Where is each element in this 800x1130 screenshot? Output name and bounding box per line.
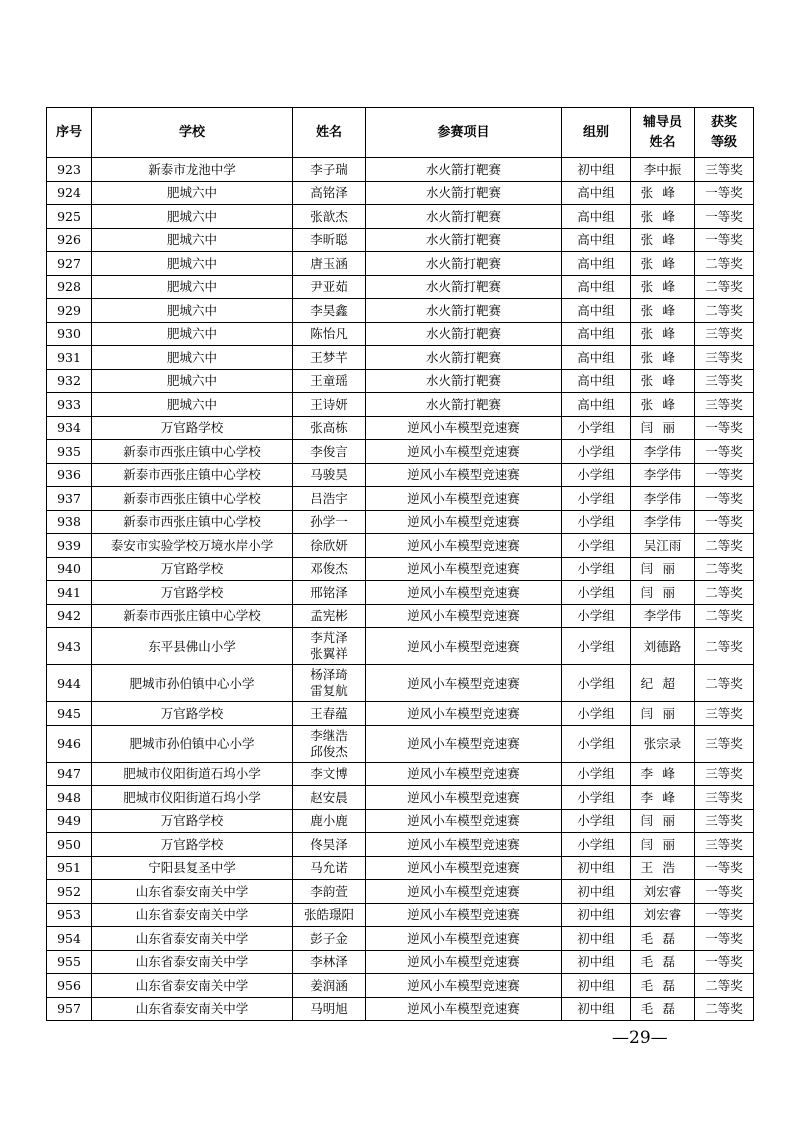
table-row (47, 581, 754, 605)
cell-group: 初中组 (562, 880, 631, 904)
cell-award: 一等奖 (695, 416, 754, 440)
cell-event: 逆风小车模型竞速赛 (366, 440, 562, 464)
cell-seq: 945 (47, 702, 92, 726)
cell-group: 高中组 (562, 275, 631, 299)
cell-name: 尹亚茹 (293, 275, 366, 299)
table-row (47, 510, 754, 534)
cell-school: 肥城六中 (92, 346, 293, 370)
cell-group: 小学组 (562, 534, 631, 558)
cell-school: 山东省泰安南关中学 (92, 950, 293, 974)
cell-name: 张歆杰 (293, 205, 366, 229)
cell-seq: 932 (47, 369, 92, 393)
cell-event: 逆风小车模型竞速赛 (366, 463, 562, 487)
cell-group: 小学组 (562, 833, 631, 857)
cell-event: 逆风小车模型竞速赛 (366, 581, 562, 605)
cell-event: 水火箭打靶赛 (366, 205, 562, 229)
cell-name: 马明旭 (293, 997, 366, 1021)
cell-event: 逆风小车模型竞速赛 (366, 809, 562, 833)
cell-school: 山东省泰安南关中学 (92, 974, 293, 998)
cell-name: 王童瑶 (293, 369, 366, 393)
cell-event: 水火箭打靶赛 (366, 322, 562, 346)
cell-name: 张高栋 (293, 416, 366, 440)
cell-seq: 942 (47, 604, 92, 628)
cell-school: 新泰市龙池中学 (92, 158, 293, 182)
cell-name: 吕浩宇 (293, 487, 366, 511)
cell-school: 山东省泰安南关中学 (92, 903, 293, 927)
cell-group: 初中组 (562, 903, 631, 927)
table-row (47, 228, 754, 252)
cell-award: 二等奖 (695, 534, 754, 558)
cell-seq: 934 (47, 416, 92, 440)
cell-award: 一等奖 (695, 181, 754, 205)
cell-name: 李林泽 (293, 950, 366, 974)
cell-award: 三等奖 (695, 702, 754, 726)
cell-event: 逆风小车模型竞速赛 (366, 725, 562, 762)
cell-award: 三等奖 (695, 762, 754, 786)
cell-seq: 954 (47, 927, 92, 951)
cell-tutor: 闫丽 (631, 833, 695, 857)
cell-school: 宁阳县复圣中学 (92, 856, 293, 880)
cell-event: 逆风小车模型竞速赛 (366, 927, 562, 951)
cell-name: 佟昊泽 (293, 833, 366, 857)
cell-name: 李文博 (293, 762, 366, 786)
page-number: —29— (612, 1028, 668, 1048)
cell-event: 逆风小车模型竞速赛 (366, 534, 562, 558)
cell-award: 二等奖 (695, 628, 754, 665)
cell-award: 一等奖 (695, 440, 754, 464)
cell-tutor: 张峰 (631, 322, 695, 346)
cell-school: 肥城六中 (92, 369, 293, 393)
cell-award: 一等奖 (695, 927, 754, 951)
cell-school: 肥城六中 (92, 252, 293, 276)
cell-name: 鹿小鹿 (293, 809, 366, 833)
table-row (47, 181, 754, 205)
cell-tutor: 张宗录 (631, 725, 695, 762)
cell-event: 逆风小车模型竞速赛 (366, 833, 562, 857)
cell-tutor: 王浩 (631, 856, 695, 880)
cell-school: 万官路学校 (92, 833, 293, 857)
cell-award: 一等奖 (695, 205, 754, 229)
cell-name: 张皓璟阳 (293, 903, 366, 927)
cell-award: 二等奖 (695, 299, 754, 323)
cell-award: 二等奖 (695, 581, 754, 605)
cell-seq: 939 (47, 534, 92, 558)
cell-group: 高中组 (562, 299, 631, 323)
cell-school: 新泰市西张庄镇中心学校 (92, 487, 293, 511)
cell-tutor: 李峰 (631, 762, 695, 786)
cell-seq: 947 (47, 762, 92, 786)
cell-event: 逆风小车模型竞速赛 (366, 557, 562, 581)
cell-tutor: 吴江雨 (631, 534, 695, 558)
header-school: 学校 (92, 108, 293, 158)
cell-tutor: 李中振 (631, 158, 695, 182)
cell-award: 三等奖 (695, 322, 754, 346)
cell-group: 高中组 (562, 322, 631, 346)
cell-group: 初中组 (562, 950, 631, 974)
cell-group: 高中组 (562, 252, 631, 276)
cell-seq: 951 (47, 856, 92, 880)
cell-group: 小学组 (562, 510, 631, 534)
cell-name: 邢铭泽 (293, 581, 366, 605)
cell-group: 小学组 (562, 702, 631, 726)
cell-seq: 950 (47, 833, 92, 857)
table-row (47, 856, 754, 880)
cell-event: 逆风小车模型竞速赛 (366, 880, 562, 904)
cell-event: 水火箭打靶赛 (366, 299, 562, 323)
cell-tutor: 张峰 (631, 299, 695, 323)
cell-seq: 936 (47, 463, 92, 487)
cell-seq: 949 (47, 809, 92, 833)
table-row (47, 369, 754, 393)
cell-seq: 957 (47, 997, 92, 1021)
cell-award: 一等奖 (695, 903, 754, 927)
cell-event: 水火箭打靶赛 (366, 228, 562, 252)
cell-group: 小学组 (562, 463, 631, 487)
cell-school: 肥城六中 (92, 228, 293, 252)
cell-name: 王梦芊 (293, 346, 366, 370)
cell-award: 二等奖 (695, 997, 754, 1021)
cell-seq: 941 (47, 581, 92, 605)
cell-event: 逆风小车模型竞速赛 (366, 786, 562, 810)
cell-name: 孙学一 (293, 510, 366, 534)
cell-name: 李继浩 邱俊杰 (293, 725, 366, 762)
cell-name: 姜润涵 (293, 974, 366, 998)
cell-group: 小学组 (562, 581, 631, 605)
cell-group: 高中组 (562, 181, 631, 205)
cell-group: 小学组 (562, 786, 631, 810)
cell-school: 新泰市西张庄镇中心学校 (92, 604, 293, 628)
cell-seq: 948 (47, 786, 92, 810)
cell-group: 初中组 (562, 997, 631, 1021)
cell-event: 逆风小车模型竞速赛 (366, 997, 562, 1021)
table-row (47, 927, 754, 951)
cell-school: 肥城六中 (92, 322, 293, 346)
cell-name: 李芃泽 张翼祥 (293, 628, 366, 665)
header-award: 获奖 等级 (695, 108, 754, 158)
cell-tutor: 李学伟 (631, 440, 695, 464)
cell-group: 小学组 (562, 557, 631, 581)
cell-school: 山东省泰安南关中学 (92, 997, 293, 1021)
cell-award: 三等奖 (695, 393, 754, 417)
cell-tutor: 纪超 (631, 665, 695, 702)
cell-event: 水火箭打靶赛 (366, 275, 562, 299)
cell-name: 高铭泽 (293, 181, 366, 205)
cell-tutor: 刘宏睿 (631, 903, 695, 927)
cell-award: 三等奖 (695, 809, 754, 833)
cell-name: 李子瑞 (293, 158, 366, 182)
cell-group: 高中组 (562, 369, 631, 393)
cell-tutor: 刘宏睿 (631, 880, 695, 904)
cell-event: 水火箭打靶赛 (366, 252, 562, 276)
cell-seq: 931 (47, 346, 92, 370)
cell-group: 初中组 (562, 974, 631, 998)
cell-event: 逆风小车模型竞速赛 (366, 510, 562, 534)
cell-event: 逆风小车模型竞速赛 (366, 604, 562, 628)
header-name: 姓名 (293, 108, 366, 158)
cell-group: 小学组 (562, 665, 631, 702)
cell-tutor: 李学伟 (631, 604, 695, 628)
cell-event: 逆风小车模型竞速赛 (366, 702, 562, 726)
cell-name: 杨泽琦 雷复航 (293, 665, 366, 702)
cell-award: 三等奖 (695, 369, 754, 393)
table-row (47, 534, 754, 558)
cell-seq: 956 (47, 974, 92, 998)
table-row (47, 725, 754, 762)
table-row (47, 275, 754, 299)
cell-group: 高中组 (562, 393, 631, 417)
cell-tutor: 闫丽 (631, 702, 695, 726)
cell-group: 高中组 (562, 346, 631, 370)
cell-award: 一等奖 (695, 856, 754, 880)
table-row (47, 346, 754, 370)
cell-tutor: 毛磊 (631, 950, 695, 974)
cell-seq: 940 (47, 557, 92, 581)
cell-name: 李昕聪 (293, 228, 366, 252)
table-row (47, 557, 754, 581)
cell-award: 三等奖 (695, 725, 754, 762)
cell-school: 万官路学校 (92, 557, 293, 581)
cell-name: 邓俊杰 (293, 557, 366, 581)
table-row (47, 762, 754, 786)
cell-seq: 924 (47, 181, 92, 205)
table-row (47, 205, 754, 229)
cell-seq: 933 (47, 393, 92, 417)
cell-tutor: 毛磊 (631, 927, 695, 951)
table-row (47, 974, 754, 998)
cell-school: 肥城六中 (92, 393, 293, 417)
table-row (47, 158, 754, 182)
cell-award: 二等奖 (695, 275, 754, 299)
cell-school: 肥城市仪阳街道石坞小学 (92, 762, 293, 786)
cell-group: 初中组 (562, 927, 631, 951)
header-seq: 序号 (47, 108, 92, 158)
cell-event: 逆风小车模型竞速赛 (366, 903, 562, 927)
cell-school: 肥城六中 (92, 205, 293, 229)
table-row (47, 393, 754, 417)
cell-award: 一等奖 (695, 228, 754, 252)
cell-group: 小学组 (562, 762, 631, 786)
cell-group: 小学组 (562, 487, 631, 511)
table-row (47, 487, 754, 511)
cell-name: 赵安晨 (293, 786, 366, 810)
cell-name: 王诗妍 (293, 393, 366, 417)
cell-tutor: 张峰 (631, 393, 695, 417)
table-row (47, 628, 754, 665)
cell-event: 逆风小车模型竞速赛 (366, 487, 562, 511)
cell-seq: 923 (47, 158, 92, 182)
cell-award: 三等奖 (695, 158, 754, 182)
cell-seq: 944 (47, 665, 92, 702)
table-row (47, 299, 754, 323)
cell-award: 三等奖 (695, 833, 754, 857)
cell-tutor: 闫丽 (631, 809, 695, 833)
table-row (47, 997, 754, 1021)
cell-school: 新泰市西张庄镇中心学校 (92, 510, 293, 534)
cell-name: 孟宪彬 (293, 604, 366, 628)
cell-event: 逆风小车模型竞速赛 (366, 416, 562, 440)
cell-award: 一等奖 (695, 463, 754, 487)
cell-award: 一等奖 (695, 880, 754, 904)
cell-school: 肥城六中 (92, 181, 293, 205)
cell-group: 高中组 (562, 228, 631, 252)
cell-award: 一等奖 (695, 487, 754, 511)
cell-name: 陈怡凡 (293, 322, 366, 346)
cell-seq: 930 (47, 322, 92, 346)
cell-award: 三等奖 (695, 786, 754, 810)
cell-school: 肥城六中 (92, 275, 293, 299)
cell-tutor: 闫丽 (631, 557, 695, 581)
cell-event: 水火箭打靶赛 (366, 393, 562, 417)
cell-award: 一等奖 (695, 950, 754, 974)
cell-seq: 955 (47, 950, 92, 974)
cell-group: 小学组 (562, 416, 631, 440)
cell-school: 东平县佛山小学 (92, 628, 293, 665)
cell-school: 万官路学校 (92, 416, 293, 440)
cell-tutor: 李学伟 (631, 510, 695, 534)
cell-group: 初中组 (562, 158, 631, 182)
cell-name: 李昊鑫 (293, 299, 366, 323)
cell-school: 万官路学校 (92, 809, 293, 833)
cell-group: 初中组 (562, 856, 631, 880)
cell-award: 一等奖 (695, 510, 754, 534)
table-row (47, 880, 754, 904)
table-row (47, 440, 754, 464)
cell-event: 水火箭打靶赛 (366, 181, 562, 205)
cell-name: 徐欣妍 (293, 534, 366, 558)
cell-name: 彭子金 (293, 927, 366, 951)
cell-award: 二等奖 (695, 974, 754, 998)
cell-event: 逆风小车模型竞速赛 (366, 950, 562, 974)
table-row (47, 322, 754, 346)
table-row (47, 950, 754, 974)
table-row (47, 604, 754, 628)
awards-table (46, 107, 754, 1021)
cell-event: 逆风小车模型竞速赛 (366, 762, 562, 786)
cell-tutor: 毛磊 (631, 974, 695, 998)
cell-tutor: 张峰 (631, 369, 695, 393)
table-row (47, 416, 754, 440)
cell-group: 高中组 (562, 205, 631, 229)
table-row (47, 809, 754, 833)
cell-school: 新泰市西张庄镇中心学校 (92, 440, 293, 464)
cell-event: 水火箭打靶赛 (366, 369, 562, 393)
cell-group: 小学组 (562, 604, 631, 628)
cell-name: 李俊言 (293, 440, 366, 464)
cell-school: 万官路学校 (92, 581, 293, 605)
cell-group: 小学组 (562, 440, 631, 464)
cell-seq: 926 (47, 228, 92, 252)
table-row (47, 833, 754, 857)
cell-group: 小学组 (562, 628, 631, 665)
cell-tutor: 毛磊 (631, 997, 695, 1021)
cell-tutor: 闫丽 (631, 416, 695, 440)
cell-group: 小学组 (562, 725, 631, 762)
header-row (47, 108, 754, 158)
cell-award: 二等奖 (695, 557, 754, 581)
cell-seq: 943 (47, 628, 92, 665)
cell-tutor: 张峰 (631, 181, 695, 205)
header-tutor: 辅导员 姓名 (631, 108, 695, 158)
cell-school: 肥城市仪阳街道石坞小学 (92, 786, 293, 810)
cell-school: 新泰市西张庄镇中心学校 (92, 463, 293, 487)
cell-tutor: 李峰 (631, 786, 695, 810)
cell-event: 逆风小车模型竞速赛 (366, 665, 562, 702)
cell-seq: 952 (47, 880, 92, 904)
cell-school: 山东省泰安南关中学 (92, 927, 293, 951)
cell-school: 泰安市实验学校万境水岸小学 (92, 534, 293, 558)
cell-school: 肥城市孙伯镇中心小学 (92, 725, 293, 762)
table-row (47, 252, 754, 276)
cell-award: 二等奖 (695, 604, 754, 628)
cell-award: 二等奖 (695, 252, 754, 276)
table-row (47, 463, 754, 487)
cell-tutor: 闫丽 (631, 581, 695, 605)
table-row (47, 903, 754, 927)
cell-name: 李韵萱 (293, 880, 366, 904)
table-row (47, 702, 754, 726)
header-group: 组别 (562, 108, 631, 158)
cell-award: 二等奖 (695, 665, 754, 702)
cell-event: 水火箭打靶赛 (366, 158, 562, 182)
table-row (47, 786, 754, 810)
cell-group: 小学组 (562, 809, 631, 833)
cell-seq: 953 (47, 903, 92, 927)
cell-seq: 938 (47, 510, 92, 534)
cell-school: 肥城六中 (92, 299, 293, 323)
cell-seq: 925 (47, 205, 92, 229)
cell-tutor: 张峰 (631, 346, 695, 370)
header-event: 参赛项目 (366, 108, 562, 158)
cell-seq: 929 (47, 299, 92, 323)
cell-event: 逆风小车模型竞速赛 (366, 856, 562, 880)
cell-event: 逆风小车模型竞速赛 (366, 628, 562, 665)
cell-event: 逆风小车模型竞速赛 (366, 974, 562, 998)
cell-seq: 937 (47, 487, 92, 511)
cell-tutor: 张峰 (631, 275, 695, 299)
cell-name: 马骏昊 (293, 463, 366, 487)
cell-tutor: 李学伟 (631, 487, 695, 511)
cell-tutor: 张峰 (631, 228, 695, 252)
cell-seq: 927 (47, 252, 92, 276)
cell-tutor: 张峰 (631, 205, 695, 229)
cell-award: 三等奖 (695, 346, 754, 370)
cell-name: 王春蕴 (293, 702, 366, 726)
cell-event: 水火箭打靶赛 (366, 346, 562, 370)
cell-tutor: 刘德路 (631, 628, 695, 665)
cell-tutor: 李学伟 (631, 463, 695, 487)
table-row (47, 665, 754, 702)
cell-seq: 946 (47, 725, 92, 762)
cell-tutor: 张峰 (631, 252, 695, 276)
cell-name: 马允诺 (293, 856, 366, 880)
cell-seq: 935 (47, 440, 92, 464)
cell-school: 山东省泰安南关中学 (92, 880, 293, 904)
cell-seq: 928 (47, 275, 92, 299)
cell-name: 唐玉涵 (293, 252, 366, 276)
cell-school: 万官路学校 (92, 702, 293, 726)
cell-school: 肥城市孙伯镇中心小学 (92, 665, 293, 702)
